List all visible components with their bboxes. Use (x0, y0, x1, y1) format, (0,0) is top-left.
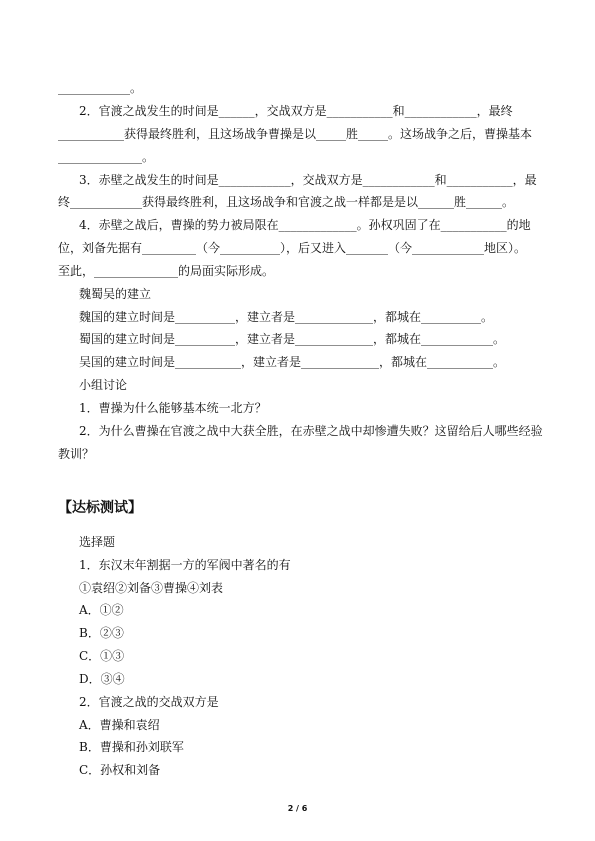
option-c: C．孙权和刘备 (79, 763, 161, 777)
section-label: 小组讨论 (79, 378, 128, 392)
option-a: A．曹操和袁绍 (79, 718, 160, 732)
page-number: 2 / 6 (287, 804, 308, 813)
discussion-question: 2．为什么曹操在官渡之战中大获全胜，在赤壁之战中却惨遭失败？这留给后人哪些经验 (79, 424, 543, 438)
text-line: ____________。 (58, 81, 143, 95)
text-line: 吴国的建立时间是___________，建立者是_____________，都城在___________。 (79, 355, 506, 369)
text-line: ___________获得最终胜利，且这场战争曹操是以_____胜_____。这场战争之后，曹操基本 (58, 127, 533, 141)
text-line: 至此，______________的局面实际形成。 (58, 264, 275, 278)
text-line: 终____________获得最终胜利，且这场战争和官渡之战一样都是是以______胜______。 (58, 195, 515, 209)
text-line: ______________。 (58, 150, 155, 164)
question-line: 1．东汉末年割据一方的军阀中著名的有 (79, 558, 291, 572)
option-a: A．①② (79, 603, 124, 617)
option-c: C．①③ (79, 649, 125, 663)
text-line: 蜀国的建立时间是__________，建立者是_____________，都城在____________。 (79, 332, 506, 346)
text-line: 教训？ (58, 447, 95, 461)
question-3-line: 3．赤壁之战发生的时间是____________，交战双方是____________和___________，最 (79, 173, 537, 187)
question-4-line: 4．赤壁之战后，曹操的势力被局限在_____________。孙权巩固了在___________的地 (79, 218, 531, 232)
section-heading: 【达标测试】 (58, 500, 142, 516)
question-2-line: 2．官渡之战发生的时间是______，交战双方是___________和____________，最终 (79, 104, 513, 118)
option-line: ①袁绍②刘备③曹操④刘表 (79, 581, 224, 595)
option-b: B．②③ (79, 626, 124, 640)
text-line: 位，刘备先据有_________（今__________），后又进入_______（今____________地区）。 (58, 241, 527, 255)
discussion-question: 1．曹操为什么能够基本统一北方？ (79, 401, 267, 415)
section-label: 魏蜀吴的建立 (79, 287, 152, 301)
text-line: 魏国的建立时间是__________，建立者是_____________，都城在__________。 (79, 310, 494, 324)
option-b: B．曹操和孙刘联军 (79, 740, 184, 754)
section-label: 选择题 (79, 535, 116, 549)
option-d: D．③④ (79, 672, 125, 686)
question-line: 2．官渡之战的交战双方是 (79, 695, 219, 709)
